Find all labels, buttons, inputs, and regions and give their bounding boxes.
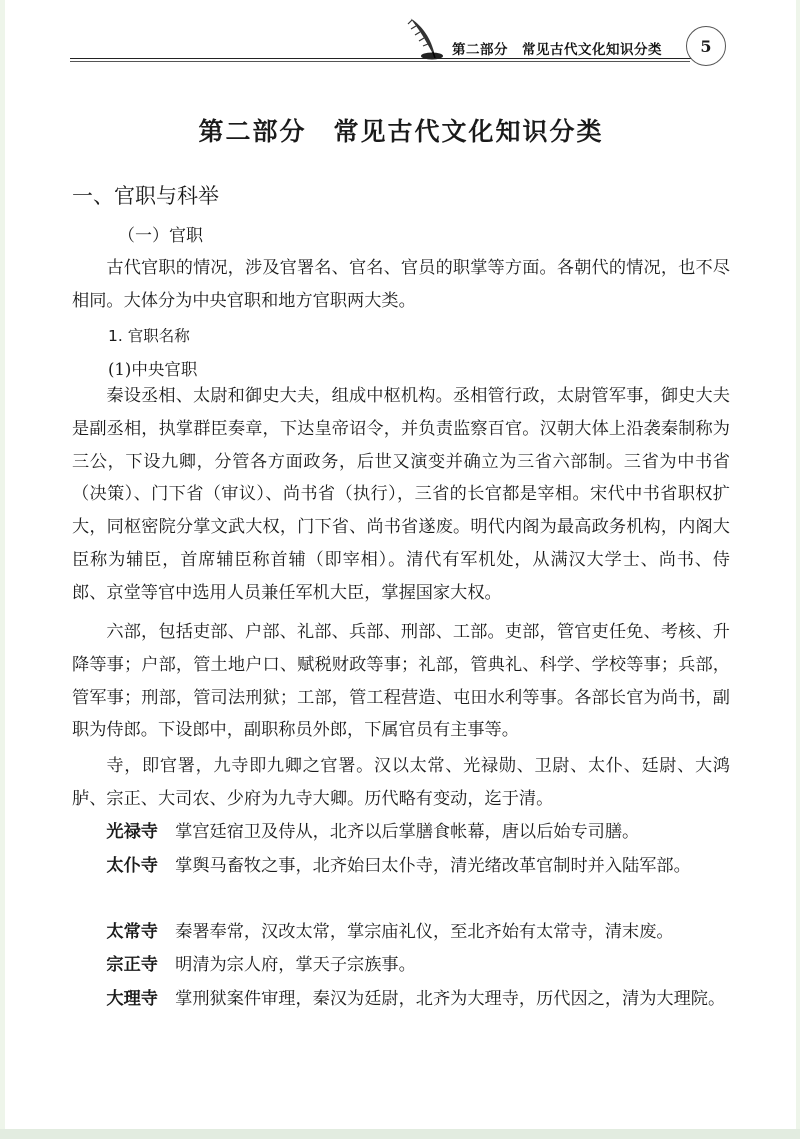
term-definition: 掌刑狱案件审理，秦汉为廷尉，北齐为大理寺，历代因之，清为大理院。: [175, 989, 726, 1009]
header-rule: [70, 58, 710, 59]
running-header-title: 第二部分 常见古代文化知识分类: [452, 42, 662, 58]
header-rule-thin: [70, 61, 690, 62]
page-content: [72, 100, 730, 1009]
term-definition: 秦署奉常，汉改太常，掌宗庙礼仪，至北齐始有太常寺，清末废。: [175, 922, 674, 942]
term-entry: [72, 983, 730, 1016]
page-number-text: 5: [700, 36, 712, 56]
sub-heading: （一）官职: [118, 226, 203, 246]
term-entry: [72, 949, 730, 982]
term-label: 太仆寺: [106, 856, 158, 876]
paragraph-central-offices: 秦设丞相、太尉和御史大夫，组成中枢机构。丞相管行政，太尉管军事，御史大夫是副丞相，执掌群臣奏章，下达皇帝诏令，并负责监察百官。汉朝大体上沿袭秦制称为三公，下设九卿，分管各方面政务，后世又演变并确立为三省六部制。三省为中书省（决策）、门下省（审议）、尚书省（执行），三省的长官都是宰相。宋代中书省职权扩大，同枢密院分掌文武大权，门下省、尚书省遂废。明代内阁为最高政务机构，内阁大臣称为辅臣，首席辅臣称首辅（即宰相）。清代有军机处，从满汉大学士、尚书、侍郎、京堂等官中选用人员兼任军机大臣，掌握国家大权。: [72, 386, 730, 603]
item-1-label: 1. 官职名称: [108, 327, 190, 345]
item-1-sub-label: (1)中央官职: [108, 360, 198, 379]
term-entry: [72, 850, 730, 883]
term-label: 大理寺: [106, 989, 158, 1009]
page-edge-right: [796, 0, 800, 1139]
term-entry: [72, 916, 730, 949]
term-label: 宗正寺: [106, 955, 158, 975]
part-title: 第二部分 常见古代文化知识分类: [198, 117, 604, 146]
page-edge-left: [0, 0, 5, 1139]
quill-icon: [402, 14, 446, 62]
running-header: [0, 0, 800, 80]
term-definition: 掌宫廷宿卫及侍从，北齐以后掌膳食帐幕，唐以后始专司膳。: [175, 822, 640, 842]
term-definition: 明清为宗人府，掌天子宗族事。: [175, 955, 416, 975]
paragraph-six-ministries: 六部，包括吏部、户部、礼部、兵部、刑部、工部。吏部，管官吏任免、考核、升降等事；户部，管土地户口、赋税财政等事；礼部，管典礼、科学、学校等事；兵部，管军事；刑部，管司法刑狱；工部，管工程营造、屯田水利等事。各部长官为尚书，副职为侍郎。下设郎中，副职称员外郎，下属官员有主事等。: [72, 622, 730, 741]
paragraph-six-ministries-block: [72, 616, 730, 747]
term-label: 光禄寺: [106, 822, 158, 842]
term-label: 太常寺: [106, 922, 158, 942]
intro-paragraph: 古代官职的情况，涉及官署名、官名、官员的职掌等方面。各朝代的情况，也不尽相同。大体分为中央官职和地方官职两大类。: [72, 258, 730, 311]
page-number: [686, 26, 726, 66]
section-heading: 一、官职与科举: [72, 184, 219, 208]
term-entry: [72, 816, 730, 849]
intro-paragraph-block: [72, 252, 730, 318]
paragraph-nine-courts: 寺，即官署，九寺即九卿之官署。汉以太常、光禄勋、卫尉、太仆、廷尉、大鸿胪、宗正、大司农、少府为九寺大卿。历代略有变动，迄于清。: [72, 756, 730, 809]
paragraph-nine-courts-block: [72, 750, 730, 816]
paragraph-central-offices-block: [72, 380, 730, 610]
term-definition: 掌舆马畜牧之事，北齐始曰太仆寺，清光绪改革官制时并入陆军部。: [175, 856, 691, 876]
page-bottom-edge: [0, 1129, 800, 1139]
